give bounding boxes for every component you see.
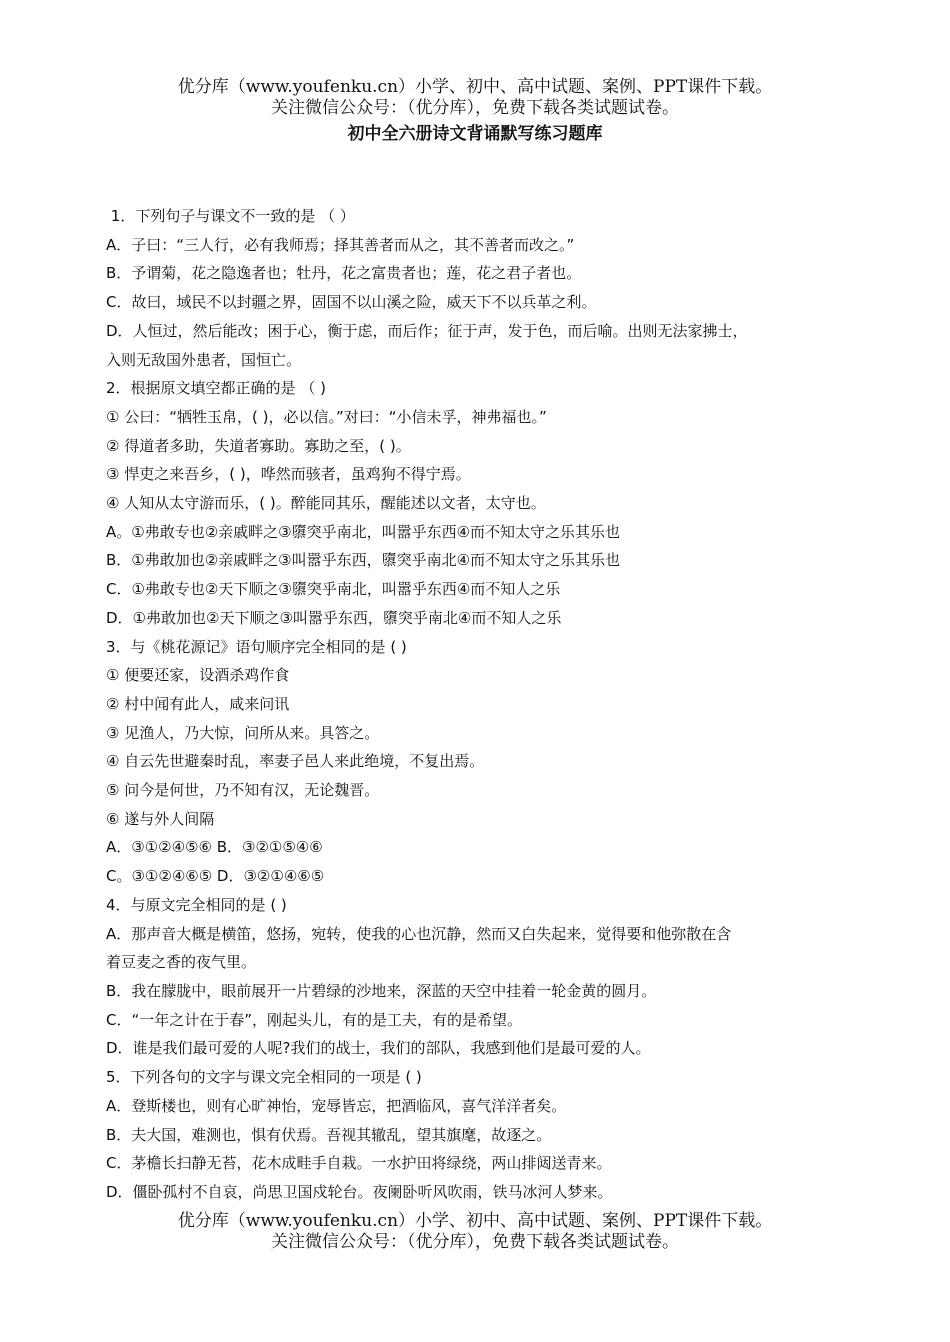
text-line: D．人恒过，然后能改；困于心，衡于虑，而后作；征于声，发于色，而后喻。出则无法家拂士，	[106, 321, 748, 340]
text-line: C．“一年之计在于春”，刚起头儿，有的是工夫，有的是希望。	[106, 1010, 523, 1029]
text-line: 3．与《桃花源记》语句顺序完全相同的是 ( )	[106, 637, 407, 656]
text-line: B．予谓菊，花之隐逸者也；牡丹，花之富贵者也；莲，花之君子者也。	[106, 264, 582, 283]
text-line: A．子曰：“三人行，必有我师焉；择其善者而从之，其不善者而改之。”	[106, 235, 575, 254]
footer-line-2: 关注微信公众号：（优分库），免费下载各类试题试卷。	[271, 1232, 679, 1252]
text-line: C．茅檐长扫静无苔，花木成畦手自栽。一水护田将绿绕，两山排闼送青来。	[106, 1154, 612, 1173]
text-line: 1．下列句子与课文不一致的是 （ ）	[106, 207, 355, 225]
text-line: ④ 自云先世避秦时乱，率妻子邑人来此绝境，不复出焉。	[106, 752, 485, 771]
text-line: A．③①②④⑤⑥ B．③②①⑤④⑥	[106, 838, 323, 857]
text-line: A。①弗敢专也②亲戚畔之③隳突乎南北，叫嚣乎东西④而不知太守之乐其乐也	[106, 522, 621, 541]
text-line: D．①弗敢加也②天下顺之③叫嚣乎东西，隳突乎南北④而不知人之乐	[106, 608, 562, 627]
text-line: D．谁是我们最可爱的人呢?我们的战士，我们的部队，我感到他们是最可爱的人。	[106, 1039, 651, 1058]
page-header	[0, 77, 950, 119]
text-line: ③ 见渔人，乃大惊，问所从来。具答之。	[106, 723, 380, 742]
page-title: 初中全六册诗文背诵默写练习题库	[347, 124, 603, 144]
text-line: B．①弗敢加也②亲戚畔之③叫嚣乎东西，隳突乎南北④而不知太守之乐其乐也	[106, 551, 621, 570]
text-line: C．故曰，域民不以封疆之界，固国不以山溪之险，威天下不以兵革之利。	[106, 293, 597, 312]
text-line: C。③①②④⑥⑤ D．③②①④⑥⑤	[106, 867, 325, 886]
text-line: 着豆麦之香的夜气里。	[106, 953, 257, 972]
text-line: D．僵卧孤村不自哀，尚思卫国戍轮台。夜阑卧听风吹雨，铁马冰河人梦来。	[106, 1182, 613, 1201]
question-content	[106, 202, 826, 1207]
text-line: ② 得道者多助，失道者寡助。寡助之至，( )。	[106, 436, 411, 455]
text-line: ③ 悍吏之来吾乡，( )，哗然而骇者，虽鸡狗不得宁焉。	[106, 465, 471, 484]
text-line: ⑤ 问今是何世，乃不知有汉，无论魏晋。	[106, 781, 380, 800]
footer-line-1: 优分库（www.youfenku.cn）小学、初中、高中试题、案例、PPT课件下载。	[177, 1211, 773, 1231]
text-line: 4．与原文完全相同的是 ( )	[106, 895, 287, 914]
text-line: A．登斯楼也，则有心旷神怡，宠辱皆忘，把酒临风，喜气洋洋者矣。	[106, 1096, 567, 1115]
text-line: A．那声音大概是横笛，悠扬，宛转，使我的心也沉静，然而又白失起来，觉得要和他弥散在含	[106, 924, 732, 943]
text-line: 2．根据原文填空都正确的是 （ )	[106, 379, 326, 398]
text-line: ① 便要还家，设酒杀鸡作食	[106, 666, 290, 685]
header-line-1: 优分库（www.youfenku.cn）小学、初中、高中试题、案例、PPT课件下载。	[177, 77, 773, 97]
text-line: 5．下列各句的文字与课文完全相同的一项是 ( )	[106, 1068, 422, 1087]
header-line-2: 关注微信公众号：（优分库），免费下载各类试题试卷。	[271, 98, 679, 118]
text-line: B．夫大国，难测也，惧有伏焉。吾视其辙乱，望其旗麾，故逐之。	[106, 1125, 552, 1144]
text-line: ① 公曰：“牺牲玉帛，( )，必以信。”对曰：“小信未孚，神弗福也。”	[106, 407, 547, 426]
text-line: 入则无敌国外患者，国恒亡。	[106, 350, 302, 369]
page-footer	[0, 1211, 950, 1253]
text-line: C．①弗敢专也②天下顺之③隳突乎南北，叫嚣乎东西④而不知人之乐	[106, 580, 561, 599]
text-line: ② 村中闻有此人，咸来问讯	[106, 694, 290, 713]
text-line: ④ 人知从太守游而乐，( )。醉能同其乐，醒能述以文者，太守也。	[106, 494, 546, 513]
text-line: B．我在朦胧中，眼前展开一片碧绿的沙地来，深蓝的天空中挂着一轮金黄的圆月。	[106, 981, 657, 1000]
text-line: ⑥ 遂与外人间隔	[106, 809, 215, 828]
